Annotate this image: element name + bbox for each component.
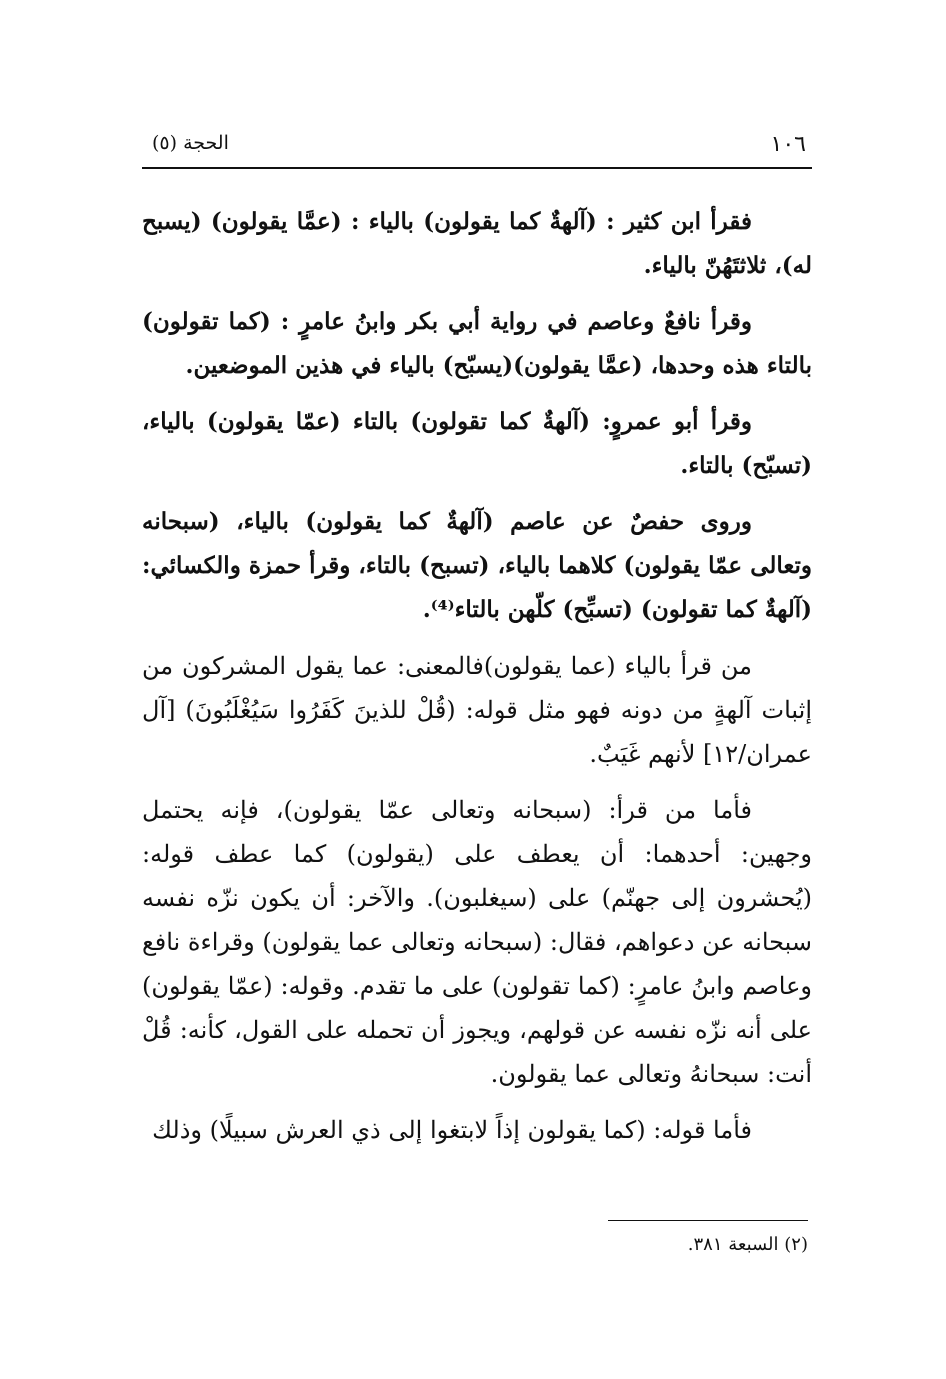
paragraph: من قرأ بالياء (عما يقولون)فالمعنى: عما يقول المشركون من إثبات آلهةٍ من دونه فهو مثل قوله: (قُلْ للذينَ كَفَرُوا سَيُغْلَبُونَ) [آل عمران/١٢] لأنهم غَيَبٌ. (142, 652, 812, 768)
paragraph: فأما من قرأ: (سبحانه وتعالى عمّا يقولون)، فإنه يحتمل وجهين: أحدهما: أن يعطف على (يقولون) كما عطف قوله: (يُحشرون إلى جهنّم) على (سيغلبون). والآخر: أن يكون نزّه نفسه سبحانه عن دعواهم، فقال: (سبحانه وتعالى عما يقولون) وقراءة نافع وعاصم وابنُ عامرٍ: (كما تقولون) على ما تقدم. وقوله: (عمّا يقولون) على أنه نزّه نفسه عن قولهم، ويجوز أن تحمله على القول، كأنه: قُلْ أنت: سبحانهُ وتعالى عما يقولون. (142, 796, 812, 1088)
main-text (142, 200, 812, 1164)
paragraph: وقرأ نافعٌ وعاصم في رواية أبي بكر وابنُ عامرٍ : (كما تقولون) بالتاء هذه وحدها، (عمَّا يقولون)(يسبّح) بالياء في هذين الموضعين. (142, 308, 812, 379)
footnote: (٢) السبعة ٣٨١. (687, 1234, 808, 1255)
paragraph: وروى حفصٌ عن عاصم (آلهةٌ كما يقولون) بالياء، (سبحانه وتعالى عمّا يقولون) كلاهما بالياء، (تسبح) بالتاء، وقرأ حمزة والكسائي: (آلهةٌ كما تقولون) (تسبِّح) كلّهن بالتاء⁽⁴⁾. (142, 508, 812, 623)
header-divider (142, 167, 812, 169)
footnote-divider (608, 1220, 808, 1221)
paragraph: فأما قوله: (كما يقولون إذاً لابتغوا إلى ذي العرش سبيلًا) وذلك (152, 1116, 752, 1144)
page-number: ١٠٦ (770, 132, 806, 157)
running-title: الحجة (٥) (152, 132, 229, 154)
paragraph: فقرأ ابن كثير : (آلهةٌ كما يقولون) بالياء : (عمَّا يقولون) (يسبح له)، ثلاثتَهُنّ بالياء. (142, 208, 812, 279)
paragraph: وقرأ أبو عمروٍ: (آلهةٌ كما تقولون) بالتاء (عمّا يقولون) بالياء، (تسبّح) بالتاء. (142, 408, 812, 479)
page-header (142, 120, 812, 164)
